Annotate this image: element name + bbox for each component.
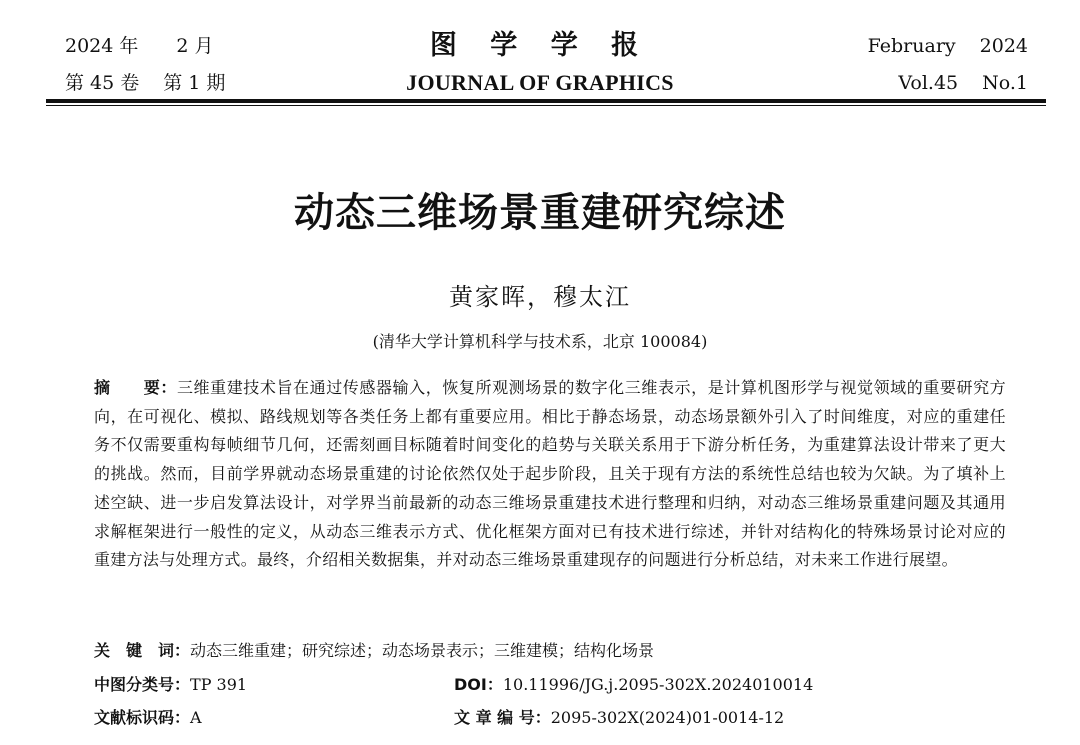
- doi-row: [454, 671, 813, 699]
- header-volume-en: [898, 69, 1028, 97]
- clc-label: 中图分类号：: [94, 675, 191, 694]
- header-month-en: February: [867, 35, 956, 57]
- paper-title: 动态三维场景重建研究综述: [294, 190, 786, 236]
- keywords-row: [94, 637, 654, 665]
- header-no-en: No.1: [982, 72, 1028, 94]
- article-number-row: [454, 704, 784, 732]
- doc-code-value: A: [190, 708, 202, 727]
- header-thin-rule: [46, 105, 1046, 106]
- journal-title-en: JOURNAL OF GRAPHICS: [406, 70, 674, 95]
- doi-value: 10.11996/JG.j.2095-302X.2024010014: [502, 675, 814, 694]
- header-bottom-row: [46, 69, 1034, 97]
- article-number-value: 2095-302X(2024)01-0014-12: [550, 708, 785, 727]
- paper-affiliation: (清华大学计算机科学与技术系，北京 100084): [372, 332, 708, 351]
- header-month: 2 月: [176, 35, 214, 57]
- header-top-row: [46, 32, 1034, 60]
- doc-code-label: 文献标识码：: [94, 708, 191, 727]
- keywords-text: 动态三维重建；研究综述；动态场景表示；三维建模；结构化场景: [190, 641, 655, 660]
- clc-row: [94, 671, 247, 699]
- doi-label: DOI：: [454, 675, 503, 694]
- clc-value: TP 391: [190, 675, 248, 694]
- header-year-en: 2024: [979, 35, 1028, 57]
- keywords-label: 关 键 词：: [94, 641, 191, 660]
- doc-code-row: [94, 704, 202, 732]
- header-vol-en: Vol.45: [898, 72, 959, 94]
- abstract-text: 三维重建技术旨在通过传感器输入，恢复所观测场景的数字化三维表示，是计算机图形学与视觉领域的重要研究方向，在可视化、模拟、路线规划等各类任务上都有重要应用。相比于静态场景，动态场景额外引入了时间维度，对应的重建任务不仅需要重构每帧细节几何，还需刻画目标随着时间变化的趋势与关联关系用于下游分析任务，为重建算法设计带来了更大的挑战。然而，目前学界就动态场景重建的讨论依然仅处于起步阶段，且关于现有方法的系统性总结也较为欠缺。为了填补上述空缺、进一步启发算法设计，对学界当前最新的动态三维场景重建技术进行整理和归纳，对动态三维场景重建问题及其通用求解框架进行一般性的定义，从动态三维表示方式、优化框架方面对已有技术进行综述，并针对结构化的特殊场景讨论对应的重建方法与处理方式。最终，介绍相关数据集，并对动态三维场景重建现存的问题进行分析总结，对未来工作进行展望。: [94, 378, 1006, 570]
- header-issue: 第 1 期: [163, 72, 226, 94]
- header-year: 2024 年: [65, 35, 139, 57]
- abstract-label: 摘 要：: [94, 378, 177, 397]
- header-volume: 第 45 卷: [65, 72, 140, 94]
- paper-authors: 黄家晖，穆太江: [449, 283, 631, 311]
- header-thick-rule: [46, 99, 1046, 103]
- abstract: [94, 374, 1006, 575]
- header-date-en: [868, 32, 1028, 60]
- article-number-label: 文 章 编 号：: [454, 708, 551, 727]
- journal-header: [46, 30, 1034, 95]
- journal-title-cn: 图 学 学 报: [429, 30, 651, 61]
